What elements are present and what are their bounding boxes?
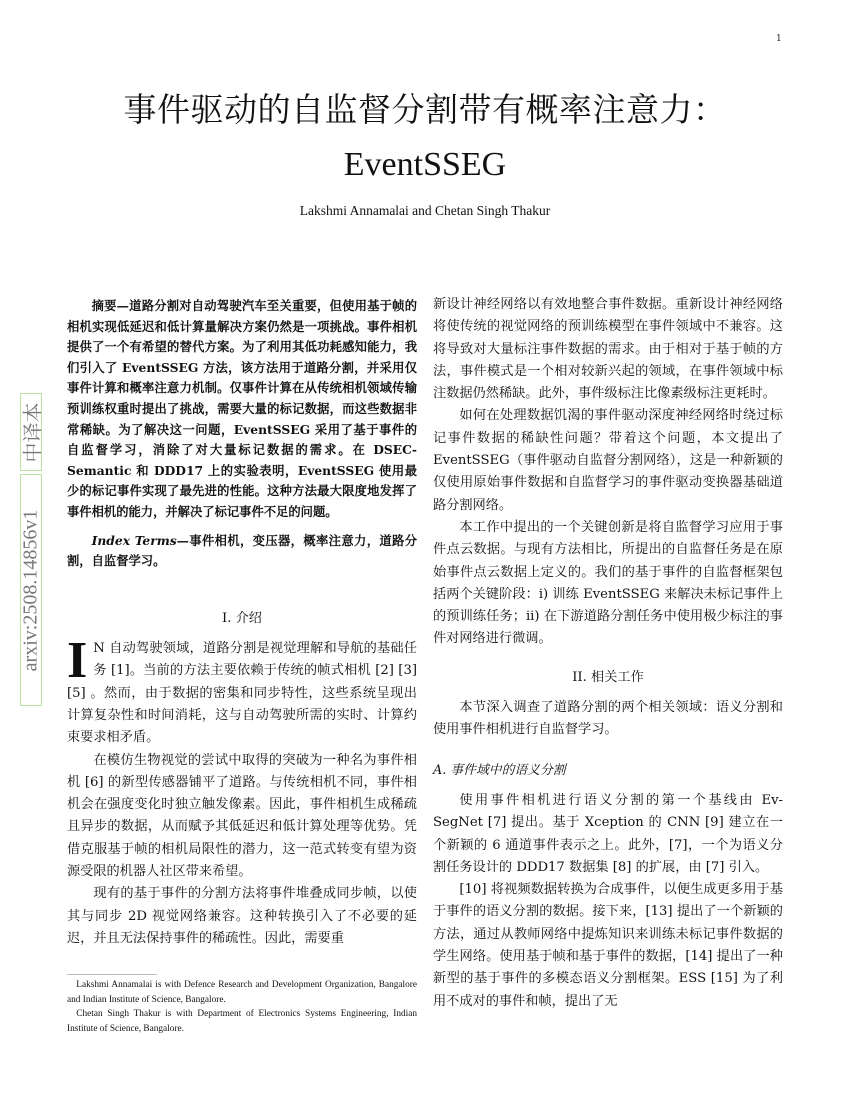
section-heading-intro: I. 介绍 [222,610,262,626]
translation-label: 中译本 [22,402,45,462]
translation-badge[interactable] [20,393,45,471]
arxiv-id-badge[interactable] [20,474,42,706]
intro-paragraph-4: 如何在处理数据饥渴的事件驱动深度神经网络时绕过标记事件数据的稀缺性问题？带着这个问题，本文提出了 EventSSEG（事件驱动自监督分割网络），这是一种新颖的仅使用原始事件数据和自监督学习的事件驱动变换器基础道路分割网络。 [433,408,783,513]
section-heading-related: II. 相关工作 [572,669,644,685]
index-terms [67,531,417,572]
intro-text-1: N 自动驾驶领域，道路分割是视觉理解和导航的基础任务 [1]。当前的方法主要依赖于传统的帧式相机 [2] [3] [5] 。然而，由于数据的密集和同步特性，这些系统呈现出计算复杂性和时间消耗，这与自动驾驶所需的实时、计算约束要求相矛盾。 [67,641,417,746]
paper-title-en: EventSSEG [343,146,507,183]
paper-title-zh: 事件驱动的自监督分割带有概率注意力： [123,90,727,129]
footnote-1: Lakshmi Annamalai is with Defence Research and Development Organization, Bangalore and Indian Institute of Science, Bangalore. [67,980,417,1005]
related-paragraph-2: 使用事件相机进行语义分割的第一个基线由 Ev-SegNet [7] 提出。基于 Xception 的 CNN [9] 建立在一个新颖的 6 通道事件表示之上。此外，[7]，一个为语义分割任务设计的 DDD17 数据集 [8] 的扩展，由 [7] 引入。 [433,792,783,875]
intro-paragraph-2: 在模仿生物视觉的尝试中取得的突破为一种名为事件相机 [6] 的新型传感器铺平了道路。与传统相机不同，事件相机会在强度变化时独立触发像素。因此，事件相机生成稀疏且异步的数据，从而赋予其低延迟和低计算处理等优势。凭借克服基于帧的相机局限性的潜力，这一范式转变有望为资源受限的机器人社区带来希望。 [67,752,417,879]
dropcap: I [67,632,88,690]
footnote-divider [67,974,157,975]
left-column [67,296,417,950]
arxiv-id: arxiv:2508.14856v1 [19,509,42,671]
page-number: 1 [776,34,782,44]
related-paragraph-3: [10] 将视频数据转换为合成事件，以便生成更多用于基于事件的语义分割的数据。接下来，[13] 提出了一个新颖的方法，通过从教师网络中提炼知识来训练未标记事件数据的学生网络。使用基于帧和基于事件的数据，[14] 提出了一种新型的基于事件的多模态语义分割框架。ESS [15] 为了利用不成对的事件和帧，提出了无 [433,882,783,1009]
right-column [433,294,783,1013]
intro-paragraph-5: 本工作中提出的一个关键创新是将自监督学习应用于事件点云数据。与现有方法相比，所提出的自监督任务是在原始事件点云数据上定义的。我们的基于事件的自监督框架包括两个关键阶段：i) 训练 EventSSEG 来解决未标记事件上的预训练任务；ii) 在下游道路分割任务中使用极少标注的事件对网络进行微调。 [433,519,783,647]
footnote-2: Chetan Singh Thakur is with Department of Electronics Systems Engineering, Indian Institute of Science, Bangalore. [67,1009,417,1034]
intro-paragraph-1 [67,632,417,749]
footnotes [67,978,417,1036]
intro-paragraph-3-cont: 新设计神经网络以有效地整合事件数据。重新设计神经网络将使传统的视觉网络的预训练模型在事件领域中不兼容。这将导致对大量标注事件数据的需求。由于相对于基于帧的方法，事件模式是一个相对较新兴起的领域，在事件领域中标注数据仍然稀缺。此外，事件级标注比像素级标注更耗时。 [433,297,783,402]
intro-paragraph-3-start: 现有的基于事件的分割方法将事件堆叠成同步帧，以使其与同步 2D 视觉网络兼容。这种转换引入了不必要的延迟，并且无法保持事件的稀疏性。因此，需要重 [67,886,417,946]
related-paragraph-1: 本节深入调查了道路分割的两个相关领域：语义分割和使用事件相机进行自监督学习。 [433,700,783,738]
subsection-heading-a: A. 事件域中的语义分割 [433,762,566,778]
authors: Lakshmi Annamalai and Chetan Singh Thakur [299,203,551,218]
index-terms-text: —事件相机，变压器，概率注意力，道路分割，自监督学习。 [67,532,417,569]
index-terms-label: Index Terms [91,532,177,548]
abstract: 摘要—道路分割对自动驾驶汽车至关重要，但使用基于帧的相机实现低延迟和低计算量解决方案仍然是一项挑战。事件相机提供了一个有希望的替代方案。为了利用其低功耗感知能力，我们引入了 EventSSEG 方法，该方法用于道路分割，并采用仅事件计算和概率注意力机制。仅事件计算在从传统相机领域传输预训练权重时提出了挑战，需要大量的标记数据，而这些数据非常稀缺。为了解决这一问题，EventSSEG 采用了基于事件的自监督学习，消除了对大量标记数据的需求。在 DSEC-Semantic 和 DDD17 上的实验表明，EventSSEG 使用最少的标记事件实现了最先进的性能。这种方法最大限度地发挥了事件相机的能力，并解决了标记事件不足的问题。 [67,298,417,519]
